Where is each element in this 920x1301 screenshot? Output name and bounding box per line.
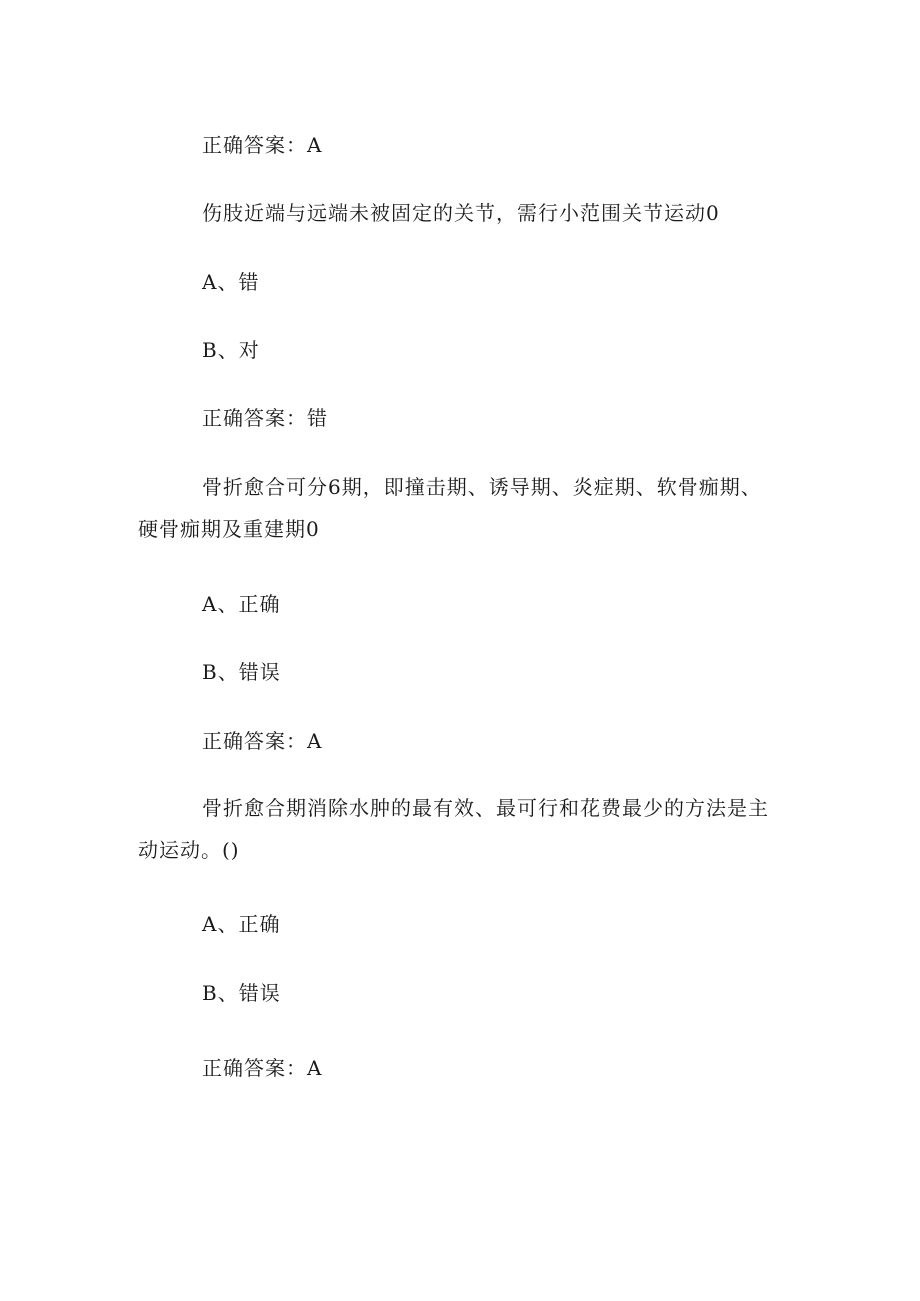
question-text-2: 骨折愈合可分6期，即撞击期、诱导期、炎症期、软骨痂期、硬骨痂期及重建期0 <box>138 475 762 541</box>
answer-line-2: 正确答案：A <box>202 729 323 753</box>
question-text-1: 伤肢近端与远端未被固定的关节，需行小范围关节运动0 <box>202 201 720 225</box>
question-text-3: 骨折愈合期消除水肿的最有效、最可行和花费最少的方法是主动运动。() <box>138 796 769 862</box>
option-a-1: A、错 <box>202 270 260 294</box>
answer-line-1: 正确答案：错 <box>202 406 328 430</box>
answer-line-3: 正确答案：A <box>202 1056 323 1080</box>
option-b-2: B、错误 <box>202 660 281 684</box>
option-b-3: B、错误 <box>202 981 281 1005</box>
option-b-1: B、对 <box>202 338 260 362</box>
option-a-2: A、正确 <box>202 592 281 616</box>
answer-line-0: 正确答案：A <box>202 133 323 157</box>
option-a-3: A、正确 <box>202 912 281 936</box>
